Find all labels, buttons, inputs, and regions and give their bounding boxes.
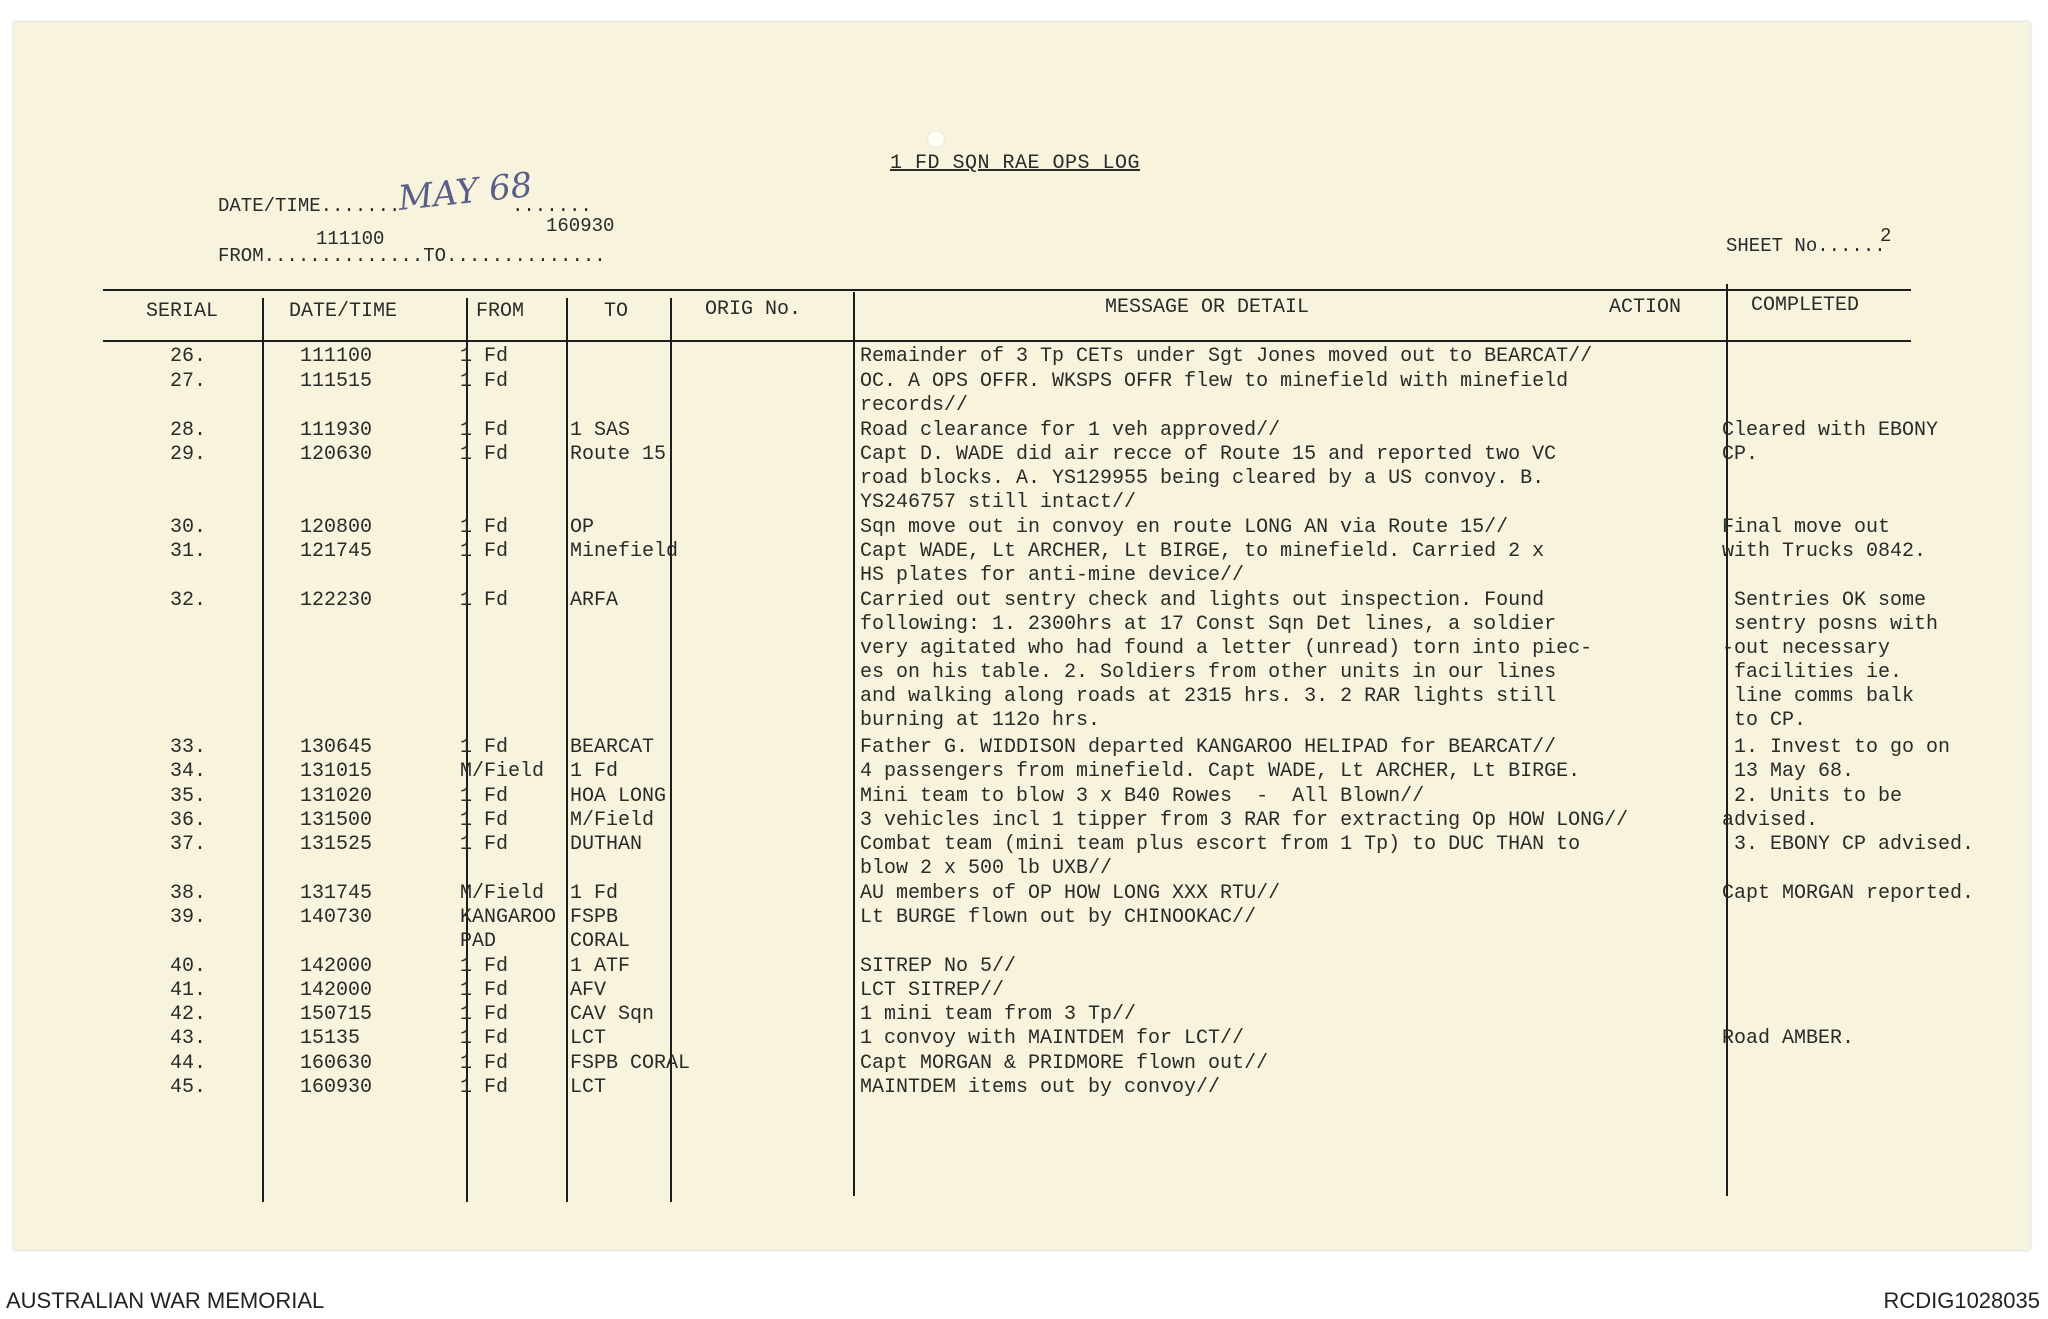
cell-serial: 41. <box>170 979 207 1002</box>
cell-message: OC. A OPS OFFR. WKSPS OFFR flew to minefield with minefield records// <box>860 370 1569 417</box>
cell-message: LCT SITREP// <box>860 979 1005 1002</box>
cell-serial: 45. <box>170 1076 207 1099</box>
cell-serial: 32. <box>170 589 207 612</box>
cell-to: Route 15 <box>570 443 667 466</box>
cell-serial: 26. <box>170 345 207 368</box>
cell-datetime: 131020 <box>300 785 373 808</box>
cell-to: BEARCAT <box>570 736 655 759</box>
cell-completed: 2. Units to be <box>1722 785 1903 808</box>
cell-to: Minefield <box>570 540 679 563</box>
cell-completed: Road AMBER. <box>1722 1027 1855 1050</box>
cell-serial: 33. <box>170 736 207 759</box>
cell-serial: 35. <box>170 785 207 808</box>
cell-from: 1 Fd <box>460 370 509 393</box>
cell-serial: 30. <box>170 516 207 539</box>
cell-from: 1 Fd <box>460 955 509 978</box>
cell-message: Capt MORGAN & PRIDMORE flown out// <box>860 1052 1269 1075</box>
cell-datetime: 15135 <box>300 1027 361 1050</box>
cell-message: Sqn move out in convoy en route LONG AN via Route 15// <box>860 516 1509 539</box>
cell-message: AU members of OP HOW LONG XXX RTU// <box>860 882 1281 905</box>
cell-serial: 39. <box>170 906 207 929</box>
cell-message: MAINTDEM items out by convoy// <box>860 1076 1221 1099</box>
cell-serial: 29. <box>170 443 207 466</box>
cell-datetime: 150715 <box>300 1003 373 1026</box>
cell-datetime: 111100 <box>300 345 373 368</box>
cell-datetime: 131745 <box>300 882 373 905</box>
cell-to: FSPB CORAL <box>570 1052 691 1075</box>
cell-message: Capt D. WADE did air recce of Route 15 and reported two VC road blocks. A. YS129955 being cleared by a US convoy. B. YS246757 still intact// <box>860 443 1557 514</box>
col-completed: COMPLETED <box>1751 294 1860 317</box>
cell-datetime: 140730 <box>300 906 373 929</box>
cell-completed: 13 May 68. <box>1722 760 1855 783</box>
cell-to: 1 Fd <box>570 760 619 783</box>
cell-serial: 38. <box>170 882 207 905</box>
cell-from: 1 Fd <box>460 1027 509 1050</box>
col-action: ACTION <box>1609 296 1682 319</box>
cell-message: 1 mini team from 3 Tp// <box>860 1003 1137 1026</box>
cell-from: KANGAROO PAD <box>460 906 557 953</box>
cell-to: M/Field <box>570 809 655 832</box>
cell-message: Capt WADE, Lt ARCHER, Lt BIRGE, to minefield. Carried 2 x HS plates for anti-mine device// <box>860 540 1545 587</box>
cell-to: 1 Fd <box>570 882 619 905</box>
cell-message: Combat team (mini team plus escort from 1 Tp) to DUC THAN to blow 2 x 500 lb UXB// <box>860 833 1581 880</box>
cell-from: M/Field <box>460 882 545 905</box>
cell-datetime: 111515 <box>300 370 373 393</box>
from-to-label: FROM..............TO.............. <box>218 245 606 267</box>
cell-message: Carried out sentry check and lights out inspection. Found following: 1. 2300hrs at 17 Const Sqn Det lines, a soldier very agitated who had found a letter (unread) torn into piec- es on his table. 2. Soldiers from other units in our lines and walking along roads at 2315 hrs. 3. 2 RAR lights still burning at 112o hrs. <box>860 589 1593 732</box>
cell-completed: Sentries OK some sentry posns with -out necessary facilities ie. line comms balk to CP. <box>1722 589 1939 732</box>
cell-from: 1 Fd <box>460 443 509 466</box>
cell-to: 1 SAS <box>570 419 631 442</box>
date-label: DATE/TIME....... <box>218 195 401 217</box>
cell-datetime: 111930 <box>300 419 373 442</box>
cell-datetime: 142000 <box>300 955 373 978</box>
cell-to: CAV Sqn <box>570 1003 655 1026</box>
cell-from: 1 Fd <box>460 1003 509 1026</box>
cell-message: Mini team to blow 3 x B40 Rowes - All Blown// <box>860 785 1425 808</box>
cell-to: FSPB CORAL <box>570 906 631 953</box>
cell-completed: CP. <box>1722 443 1759 466</box>
cell-from: 1 Fd <box>460 419 509 442</box>
cell-to: DUTHAN <box>570 833 643 856</box>
cell-datetime: 142000 <box>300 979 373 1002</box>
cell-completed: with Trucks 0842. <box>1722 540 1927 563</box>
col-divider <box>566 298 568 1202</box>
cell-datetime: 131015 <box>300 760 373 783</box>
cell-message: 4 passengers from minefield. Capt WADE, Lt ARCHER, Lt BIRGE. <box>860 760 1581 783</box>
table-top-rule <box>103 289 1911 291</box>
cell-serial: 31. <box>170 540 207 563</box>
cell-message: Lt BURGE flown out by CHINOOKAC// <box>860 906 1257 929</box>
cell-to: 1 ATF <box>570 955 631 978</box>
cell-datetime: 131500 <box>300 809 373 832</box>
cell-message: Remainder of 3 Tp CETs under Sgt Jones moved out to BEARCAT// <box>860 345 1593 368</box>
cell-datetime: 120800 <box>300 516 373 539</box>
cell-serial: 40. <box>170 955 207 978</box>
cell-message: SITREP No 5// <box>860 955 1017 978</box>
cell-message: 1 convoy with MAINTDEM for LCT// <box>860 1027 1245 1050</box>
cell-message: Road clearance for 1 veh approved// <box>860 419 1281 442</box>
page-title: 1 FD SQN RAE OPS LOG <box>890 152 1141 175</box>
cell-datetime: 121745 <box>300 540 373 563</box>
to-value: 160930 <box>546 215 615 237</box>
cell-serial: 44. <box>170 1052 207 1075</box>
cell-serial: 37. <box>170 833 207 856</box>
cell-datetime: 160930 <box>300 1076 373 1099</box>
cell-completed: Final move out <box>1722 516 1891 539</box>
col-message: MESSAGE OR DETAIL <box>1105 296 1310 319</box>
date-dots: ....... <box>512 195 592 217</box>
col-to: TO <box>604 300 629 323</box>
cell-datetime: 130645 <box>300 736 373 759</box>
cell-completed: Cleared with EBONY <box>1722 419 1939 442</box>
footer-credit: AUSTRALIAN WAR MEMORIAL <box>6 1288 325 1313</box>
col-divider <box>262 298 264 1202</box>
cell-to: HOA LONG <box>570 785 667 808</box>
from-value: 111100 <box>316 228 385 250</box>
cell-datetime: 160630 <box>300 1052 373 1075</box>
cell-serial: 34. <box>170 760 207 783</box>
col-orig-no: ORIG No. <box>705 298 802 321</box>
cell-to: LCT <box>570 1027 607 1050</box>
sheet-number: 2 <box>1880 225 1892 247</box>
cell-from: 1 Fd <box>460 540 509 563</box>
cell-from: 1 Fd <box>460 345 509 368</box>
cell-serial: 42. <box>170 1003 207 1026</box>
cell-datetime: 131525 <box>300 833 373 856</box>
cell-from: 1 Fd <box>460 1076 509 1099</box>
cell-completed: 3. EBONY CP advised. <box>1722 833 1975 856</box>
cell-datetime: 120630 <box>300 443 373 466</box>
sheet-label: SHEET No...... <box>1726 235 1886 257</box>
cell-from: 1 Fd <box>460 809 509 832</box>
cell-serial: 36. <box>170 809 207 832</box>
cell-from: 1 Fd <box>460 736 509 759</box>
cell-datetime: 122230 <box>300 589 373 612</box>
col-datetime: DATE/TIME <box>289 300 398 323</box>
cell-completed: Capt MORGAN reported. <box>1722 882 1975 905</box>
col-from: FROM <box>476 300 525 323</box>
cell-serial: 27. <box>170 370 207 393</box>
date-handwritten: MAY 68 <box>396 165 535 219</box>
cell-from: 1 Fd <box>460 833 509 856</box>
table-header-rule <box>103 340 1911 342</box>
cell-serial: 28. <box>170 419 207 442</box>
cell-message: 3 vehicles incl 1 tipper from 3 RAR for extracting Op HOW LONG// <box>860 809 1629 832</box>
cell-from: 1 Fd <box>460 979 509 1002</box>
cell-completed: advised. <box>1722 809 1819 832</box>
cell-from: 1 Fd <box>460 785 509 808</box>
cell-from: 1 Fd <box>460 589 509 612</box>
punch-hole <box>927 130 945 148</box>
cell-to: ARFA <box>570 589 619 612</box>
col-serial: SERIAL <box>146 300 219 323</box>
cell-serial: 43. <box>170 1027 207 1050</box>
cell-completed: 1. Invest to go on <box>1722 736 1951 759</box>
col-divider <box>853 292 855 1196</box>
cell-to: AFV <box>570 979 607 1002</box>
cell-message: Father G. WIDDISON departed KANGAROO HELIPAD for BEARCAT// <box>860 736 1557 759</box>
cell-to: LCT <box>570 1076 607 1099</box>
cell-to: OP <box>570 516 595 539</box>
cell-from: M/Field <box>460 760 545 783</box>
cell-from: 1 Fd <box>460 1052 509 1075</box>
cell-from: 1 Fd <box>460 516 509 539</box>
footer-id: RCDIG1028035 <box>1883 1288 2040 1313</box>
